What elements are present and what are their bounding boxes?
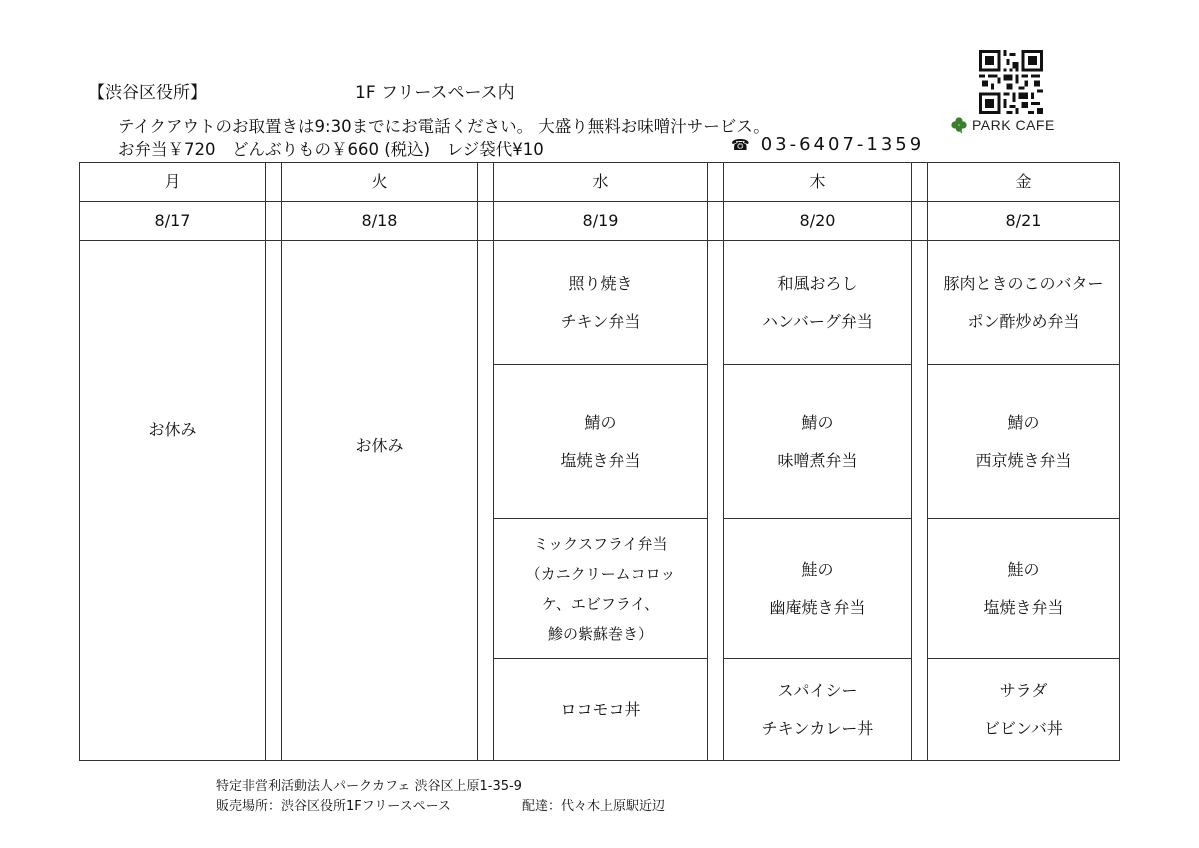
date-wed: 8/19 bbox=[494, 202, 708, 241]
menu-cell bbox=[494, 519, 708, 659]
org-address: 特定非営利活動法人パークカフェ 渋谷区上原1-35-9 bbox=[216, 779, 522, 794]
phone-icon: ☎ bbox=[731, 136, 753, 154]
menu-line: 鮭の bbox=[801, 559, 834, 579]
takeout-notice: テイクアウトのお取置きは9:30までにお電話ください。 大盛り無料お味噌汁サービス。 bbox=[118, 117, 770, 136]
menu-cell bbox=[494, 365, 708, 519]
day-tue: 火 bbox=[282, 163, 478, 202]
menu-cell bbox=[494, 241, 708, 365]
day-header-row bbox=[80, 163, 1120, 202]
menu-cell bbox=[928, 659, 1120, 761]
tue-closed-cell bbox=[282, 241, 478, 761]
menu-line: サラダ bbox=[999, 680, 1048, 700]
day-wed: 水 bbox=[494, 163, 708, 202]
menu-line: 西京焼き弁当 bbox=[975, 450, 1072, 470]
park-cafe-logo bbox=[950, 116, 1055, 134]
menu-line: ミックスフライ弁当 bbox=[533, 534, 668, 553]
menu-line: 幽庵焼き弁当 bbox=[769, 597, 866, 617]
floor-label: 1F フリースペース内 bbox=[355, 83, 515, 103]
menu-line: ロコモコ丼 bbox=[560, 699, 641, 719]
menu-line: チキン弁当 bbox=[560, 311, 641, 331]
mon-closed-label: お休み bbox=[148, 420, 197, 439]
menu-line: 塩焼き弁当 bbox=[560, 450, 641, 470]
menu-line: （カニクリームコロッ bbox=[525, 564, 676, 583]
menu-line: チキンカレー丼 bbox=[761, 718, 874, 738]
menu-cell bbox=[724, 519, 912, 659]
date-row bbox=[80, 202, 1120, 241]
menu-row-1 bbox=[80, 241, 1120, 365]
menu-line: 鯵の紫蘇巻き） bbox=[547, 624, 653, 643]
sales-location: 販売場所：渋谷区役所1Fフリースペース bbox=[216, 799, 451, 814]
menu-cell bbox=[724, 659, 912, 761]
menu-line: スパイシー bbox=[777, 680, 858, 700]
qr-code-icon bbox=[979, 50, 1043, 114]
date-mon: 8/17 bbox=[80, 202, 266, 241]
menu-line: 鯖の bbox=[801, 412, 834, 432]
mon-closed-cell bbox=[80, 241, 266, 761]
weekly-menu-table bbox=[79, 162, 1120, 761]
location-label: 【渋谷区役所】 bbox=[88, 83, 207, 103]
day-thu: 木 bbox=[724, 163, 912, 202]
menu-line: 鯖の bbox=[1007, 412, 1040, 432]
day-mon: 月 bbox=[80, 163, 266, 202]
menu-line: 鮭の bbox=[1007, 559, 1040, 579]
menu-cell bbox=[724, 365, 912, 519]
menu-line: ハンバーグ弁当 bbox=[762, 311, 873, 331]
logo-text: PARK CAFE bbox=[972, 117, 1055, 133]
day-fri: 金 bbox=[928, 163, 1120, 202]
menu-line: 豚肉ときのこのバター bbox=[943, 273, 1104, 293]
menu-line: 鯖の bbox=[584, 412, 617, 432]
menu-cell bbox=[928, 241, 1120, 365]
menu-cell bbox=[724, 241, 912, 365]
menu-cell bbox=[928, 519, 1120, 659]
clover-icon bbox=[950, 116, 968, 134]
phone-number-block bbox=[731, 134, 924, 155]
menu-line: 和風おろし bbox=[777, 273, 858, 293]
date-tue: 8/18 bbox=[282, 202, 478, 241]
delivery-area: 配達：代々木上原駅近辺 bbox=[522, 799, 666, 814]
menu-line: ケ、エビフライ、 bbox=[541, 594, 660, 613]
menu-line: 照り焼き bbox=[568, 273, 633, 293]
date-fri: 8/21 bbox=[928, 202, 1120, 241]
menu-line: 味噌煮弁当 bbox=[777, 450, 858, 470]
menu-line: ポン酢炒め弁当 bbox=[967, 311, 1080, 331]
menu-cell bbox=[928, 365, 1120, 519]
menu-line: ビビンバ丼 bbox=[984, 718, 1063, 738]
menu-line: 塩焼き弁当 bbox=[983, 597, 1064, 617]
price-info: お弁当￥720 どんぶりもの￥660 (税込) レジ袋代¥10 bbox=[118, 140, 544, 159]
date-thu: 8/20 bbox=[724, 202, 912, 241]
phone-number: 03-6407-1359 bbox=[760, 134, 925, 155]
tue-closed-label: お休み bbox=[355, 436, 404, 455]
menu-cell bbox=[494, 659, 708, 761]
